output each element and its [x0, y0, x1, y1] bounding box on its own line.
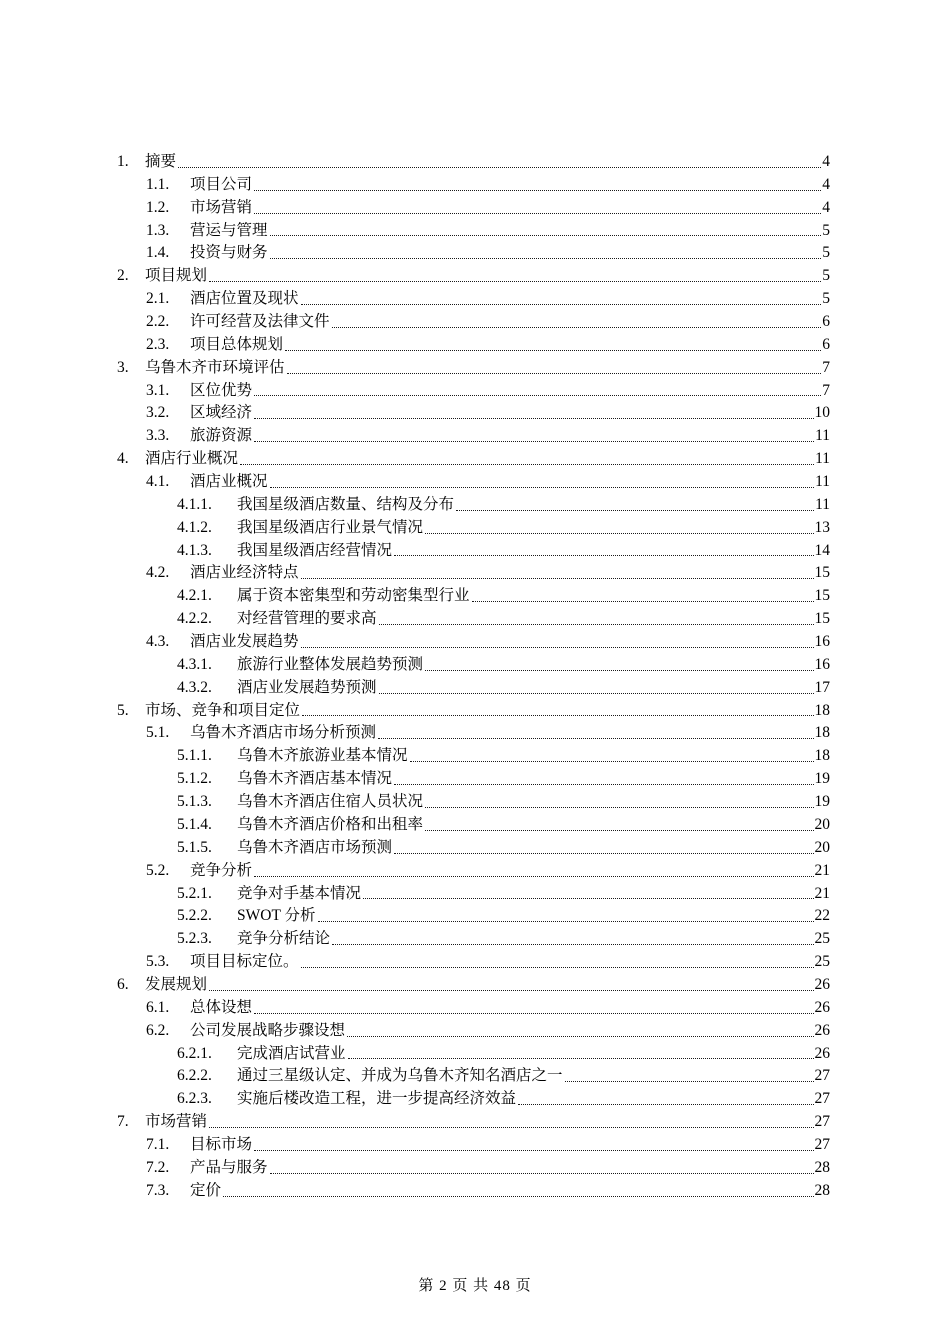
toc-entry-page: 16 [814, 655, 830, 673]
toc-entry-title: 实施后楼改造工程，进一步提高经济效益 [237, 1090, 517, 1108]
toc-leader-dots [425, 807, 813, 808]
toc-entry-page: 5 [822, 290, 830, 308]
toc-entry-title: 乌鲁木齐酒店市场预测 [237, 838, 393, 856]
toc-entry[interactable] [0, 814, 830, 837]
table-of-contents [0, 151, 830, 1203]
toc-entry-number: 6.1. [146, 998, 170, 1016]
toc-leader-dots [254, 1013, 813, 1014]
toc-entry-title: 总体设想 [190, 998, 253, 1016]
toc-entry-number: 2. [117, 267, 129, 285]
toc-leader-dots [209, 1127, 813, 1128]
toc-entry-number: 5.1.1. [177, 747, 212, 765]
toc-entry-number: 4.3. [146, 633, 170, 651]
toc-leader-dots [254, 190, 821, 191]
toc-entry-title: 酒店位置及现状 [190, 290, 299, 308]
toc-entry-number: 4.2.2. [177, 610, 212, 628]
toc-entry-page: 18 [814, 701, 830, 719]
toc-entry[interactable] [0, 1180, 830, 1203]
toc-leader-dots [456, 510, 814, 511]
toc-entry-number: 6.2. [146, 1021, 170, 1039]
toc-entry-title: 市场营销 [190, 198, 253, 216]
toc-entry[interactable] [0, 448, 830, 471]
toc-entry-page: 4 [822, 175, 830, 193]
toc-entry-title: 许可经营及法律文件 [190, 313, 330, 331]
toc-entry[interactable] [0, 517, 830, 540]
toc-entry[interactable] [0, 288, 830, 311]
toc-entry-number: 4.3.1. [177, 655, 212, 673]
toc-entry-title: 酒店业经济特点 [190, 564, 299, 582]
toc-entry-number: 7.1. [146, 1135, 170, 1153]
toc-entry-number: 5.2. [146, 861, 170, 879]
toc-entry[interactable] [0, 334, 830, 357]
toc-entry-page: 25 [814, 930, 830, 948]
toc-leader-dots [270, 235, 822, 236]
toc-entry[interactable] [0, 174, 830, 197]
toc-entry-number: 7.3. [146, 1181, 170, 1199]
toc-leader-dots [301, 967, 814, 968]
toc-leader-dots [209, 281, 821, 282]
toc-entry-page: 11 [815, 495, 830, 513]
toc-entry[interactable] [0, 951, 830, 974]
toc-entry[interactable] [0, 1065, 830, 1088]
toc-entry-page: 13 [814, 518, 830, 536]
toc-entry-page: 20 [814, 815, 830, 833]
toc-leader-dots [301, 578, 814, 579]
toc-leader-dots [332, 944, 813, 945]
toc-entry-page: 26 [814, 1021, 830, 1039]
toc-leader-dots [209, 990, 813, 991]
toc-entry-title: 属于资本密集型和劳动密集型行业 [237, 587, 470, 605]
toc-entry-page: 6 [822, 335, 830, 353]
toc-entry-number: 4.1.3. [177, 541, 212, 559]
toc-entry-title: 竞争分析 [190, 861, 253, 879]
toc-entry-title: 我国星级酒店数量、结构及分布 [237, 495, 455, 513]
toc-leader-dots [472, 601, 814, 602]
toc-entry-number: 6.2.1. [177, 1044, 212, 1062]
toc-entry[interactable] [0, 540, 830, 563]
toc-entry-number: 5.1.3. [177, 793, 212, 811]
toc-entry[interactable] [0, 768, 830, 791]
toc-entry-page: 10 [814, 404, 830, 422]
toc-entry-title: 完成酒店试营业 [237, 1044, 346, 1062]
toc-entry[interactable] [0, 1020, 830, 1043]
toc-entry-page: 22 [814, 907, 830, 925]
toc-entry-page: 21 [814, 861, 830, 879]
toc-leader-dots [287, 373, 822, 374]
toc-entry[interactable] [0, 928, 830, 951]
toc-entry-page: 18 [814, 747, 830, 765]
toc-leader-dots [425, 670, 813, 671]
toc-entry[interactable] [0, 654, 830, 677]
toc-leader-dots [332, 327, 822, 328]
toc-entry[interactable] [0, 585, 830, 608]
toc-leader-dots [379, 693, 814, 694]
toc-leader-dots [318, 921, 814, 922]
toc-entry-number: 1.1. [146, 175, 170, 193]
toc-leader-dots [394, 555, 813, 556]
toc-entry[interactable] [0, 860, 830, 883]
toc-entry[interactable] [0, 631, 830, 654]
toc-leader-dots [394, 784, 813, 785]
toc-entry-title: 乌鲁木齐酒店价格和出租率 [237, 815, 424, 833]
toc-entry-page: 11 [815, 450, 830, 468]
toc-entry-page: 28 [814, 1181, 830, 1199]
toc-leader-dots [518, 1104, 813, 1105]
toc-entry-title: 项目规划 [145, 267, 208, 285]
toc-entry-title: 市场、竞争和项目定位 [145, 701, 301, 719]
toc-entry-page: 27 [814, 1067, 830, 1085]
toc-entry-number: 1. [117, 153, 129, 170]
toc-entry-number: 6. [117, 975, 129, 993]
toc-leader-dots [285, 350, 821, 351]
toc-entry-title: 竞争对手基本情况 [237, 884, 362, 902]
toc-entry-page: 6 [822, 313, 830, 331]
toc-leader-dots [270, 258, 822, 259]
toc-entry-number: 4.2.1. [177, 587, 212, 605]
toc-entry-title: 乌鲁木齐酒店基本情况 [237, 770, 393, 788]
toc-entry-page: 26 [814, 1044, 830, 1062]
toc-entry[interactable] [0, 837, 830, 860]
toc-entry[interactable] [0, 1088, 830, 1111]
toc-entry[interactable] [0, 197, 830, 220]
toc-leader-dots [301, 304, 822, 305]
toc-entry-title: 酒店业概况 [190, 473, 268, 491]
toc-entry[interactable] [0, 220, 830, 243]
toc-entry-number: 5.2.3. [177, 930, 212, 948]
toc-leader-dots [254, 441, 814, 442]
toc-entry[interactable] [0, 677, 830, 700]
toc-entry-number: 1.3. [146, 221, 170, 239]
toc-entry-title: 项目目标定位。 [190, 953, 299, 971]
toc-entry[interactable] [0, 242, 830, 265]
toc-entry[interactable] [0, 151, 830, 174]
toc-entry-page: 4 [822, 153, 830, 170]
toc-entry[interactable] [0, 745, 830, 768]
toc-leader-dots [178, 167, 821, 168]
toc-entry[interactable] [0, 402, 830, 425]
toc-entry-page: 11 [815, 473, 830, 491]
toc-entry-page: 27 [814, 1135, 830, 1153]
toc-entry[interactable] [0, 905, 830, 928]
toc-entry-title: 市场营销 [145, 1113, 208, 1131]
toc-entry-title: 产品与服务 [190, 1158, 268, 1176]
toc-leader-dots [378, 738, 813, 739]
toc-leader-dots [565, 1081, 814, 1082]
toc-entry-title: 乌鲁木齐市环境评估 [145, 358, 285, 376]
toc-entry[interactable] [0, 974, 830, 997]
toc-entry-page: 11 [815, 427, 830, 445]
toc-entry-page: 20 [814, 838, 830, 856]
toc-entry-page: 4 [822, 198, 830, 216]
toc-entry-number: 1.4. [146, 244, 170, 262]
toc-entry-title: 项目总体规划 [190, 335, 284, 353]
toc-leader-dots [254, 1150, 813, 1151]
toc-entry[interactable] [0, 265, 830, 288]
toc-entry[interactable] [0, 425, 830, 448]
toc-leader-dots [379, 624, 814, 625]
toc-entry-number: 2.3. [146, 335, 170, 353]
toc-entry-page: 5 [822, 267, 830, 285]
toc-entry-number: 5. [117, 701, 129, 719]
toc-entry-page: 18 [814, 724, 830, 742]
toc-entry-page: 7 [822, 358, 830, 376]
toc-entry-title: 乌鲁木齐酒店市场分析预测 [190, 724, 377, 742]
toc-entry-title: 酒店业发展趋势 [190, 633, 299, 651]
toc-entry-number: 4.2. [146, 564, 170, 582]
toc-entry-number: 5.3. [146, 953, 170, 971]
toc-leader-dots [363, 898, 813, 899]
toc-entry-title: 旅游资源 [190, 427, 253, 445]
toc-entry-number: 4.1.2. [177, 518, 212, 536]
toc-leader-dots [394, 853, 813, 854]
toc-entry-title: 发展规划 [145, 975, 208, 993]
toc-entry-page: 15 [814, 564, 830, 582]
toc-leader-dots [254, 213, 821, 214]
toc-entry-page: 15 [814, 587, 830, 605]
toc-entry-number: 4.1. [146, 473, 170, 491]
toc-leader-dots [223, 1196, 813, 1197]
toc-entry-page: 19 [814, 793, 830, 811]
toc-entry-page: 17 [814, 678, 830, 696]
toc-entry-number: 5.1. [146, 724, 170, 742]
toc-entry-number: 2.2. [146, 313, 170, 331]
toc-entry-number: 3.2. [146, 404, 170, 422]
toc-leader-dots [254, 395, 821, 396]
toc-entry[interactable] [0, 380, 830, 403]
toc-entry-number: 3. [117, 358, 129, 376]
toc-entry-title: 竞争分析结论 [237, 930, 331, 948]
toc-entry-page: 26 [814, 975, 830, 993]
toc-entry-page: 14 [814, 541, 830, 559]
toc-entry[interactable] [0, 1157, 830, 1180]
toc-entry-number: 5.1.2. [177, 770, 212, 788]
toc-entry-page: 16 [814, 633, 830, 651]
toc-entry[interactable] [0, 1043, 830, 1066]
toc-leader-dots [301, 647, 814, 648]
toc-entry[interactable] [0, 722, 830, 745]
toc-entry-title: 通过三星级认定、并成为乌鲁木齐知名酒店之一 [237, 1067, 563, 1085]
toc-entry[interactable] [0, 1111, 830, 1134]
toc-entry-number: 2.1. [146, 290, 170, 308]
toc-entry-page: 27 [814, 1113, 830, 1131]
toc-entry-title: 酒店行业概况 [145, 450, 239, 468]
toc-entry[interactable] [0, 883, 830, 906]
toc-entry-page: 15 [814, 610, 830, 628]
toc-entry-page: 27 [814, 1090, 830, 1108]
toc-entry-title: 投资与财务 [190, 244, 268, 262]
toc-entry-title: 目标市场 [190, 1135, 253, 1153]
toc-entry-page: 5 [822, 244, 830, 262]
toc-entry-page: 5 [822, 221, 830, 239]
toc-entry-number: 4.3.2. [177, 678, 212, 696]
toc-entry-title: 乌鲁木齐酒店住宿人员状况 [237, 793, 424, 811]
toc-entry[interactable] [0, 1134, 830, 1157]
toc-leader-dots [410, 761, 814, 762]
toc-entry-title: 区位优势 [190, 381, 253, 399]
toc-entry-number: 1.2. [146, 198, 170, 216]
toc-leader-dots [240, 464, 814, 465]
toc-leader-dots [347, 1036, 813, 1037]
toc-entry-title: 对经营管理的要求高 [237, 610, 377, 628]
toc-entry[interactable] [0, 997, 830, 1020]
toc-leader-dots [270, 487, 815, 488]
toc-entry-title: 营运与管理 [190, 221, 268, 239]
toc-entry[interactable] [0, 791, 830, 814]
toc-entry[interactable] [0, 700, 830, 723]
toc-entry-number: 3.3. [146, 427, 170, 445]
toc-entry-page: 25 [814, 953, 830, 971]
toc-leader-dots [270, 1173, 814, 1174]
toc-leader-dots [425, 533, 813, 534]
toc-entry-number: 5.2.2. [177, 907, 212, 925]
toc-entry-title: 区域经济 [190, 404, 253, 422]
toc-leader-dots [348, 1058, 814, 1059]
toc-entry-title: SWOT 分析 [237, 907, 316, 925]
toc-entry-page: 19 [814, 770, 830, 788]
toc-entry-title: 摘要 [145, 153, 177, 170]
toc-entry[interactable] [0, 562, 830, 585]
toc-entry-page: 26 [814, 998, 830, 1016]
toc-entry-page: 28 [814, 1158, 830, 1176]
toc-entry-title: 定价 [190, 1181, 222, 1199]
toc-entry-page: 7 [822, 381, 830, 399]
toc-entry-title: 我国星级酒店行业景气情况 [237, 518, 424, 536]
toc-entry-number: 5.2.1. [177, 884, 212, 902]
toc-entry[interactable] [0, 608, 830, 631]
toc-leader-dots [254, 876, 813, 877]
toc-entry-number: 4.1.1. [177, 495, 212, 513]
toc-entry-number: 5.1.5. [177, 838, 212, 856]
toc-leader-dots [254, 418, 813, 419]
toc-entry-number: 7. [117, 1113, 129, 1131]
toc-entry-number: 5.1.4. [177, 815, 212, 833]
toc-entry-title: 乌鲁木齐旅游业基本情况 [237, 747, 408, 765]
toc-entry-title: 公司发展战略步骤设想 [190, 1021, 346, 1039]
toc-entry-title: 酒店业发展趋势预测 [237, 678, 377, 696]
page-footer: 第 2 页 共 48 页 [418, 1278, 532, 1294]
toc-entry[interactable] [0, 471, 830, 494]
toc-entry-title: 我国星级酒店经营情况 [237, 541, 393, 559]
toc-entry-number: 3.1. [146, 381, 170, 399]
toc-entry-number: 6.2.2. [177, 1067, 212, 1085]
toc-entry-page: 21 [814, 884, 830, 902]
toc-entry-number: 4. [117, 450, 129, 468]
toc-leader-dots [302, 715, 813, 716]
toc-entry-title: 项目公司 [190, 175, 253, 193]
toc-entry-number: 6.2.3. [177, 1090, 212, 1108]
toc-entry[interactable] [0, 494, 830, 517]
toc-leader-dots [425, 830, 813, 831]
toc-entry-number: 7.2. [146, 1158, 170, 1176]
toc-entry[interactable] [0, 311, 830, 334]
toc-entry[interactable] [0, 357, 830, 380]
toc-entry-title: 旅游行业整体发展趋势预测 [237, 655, 424, 673]
